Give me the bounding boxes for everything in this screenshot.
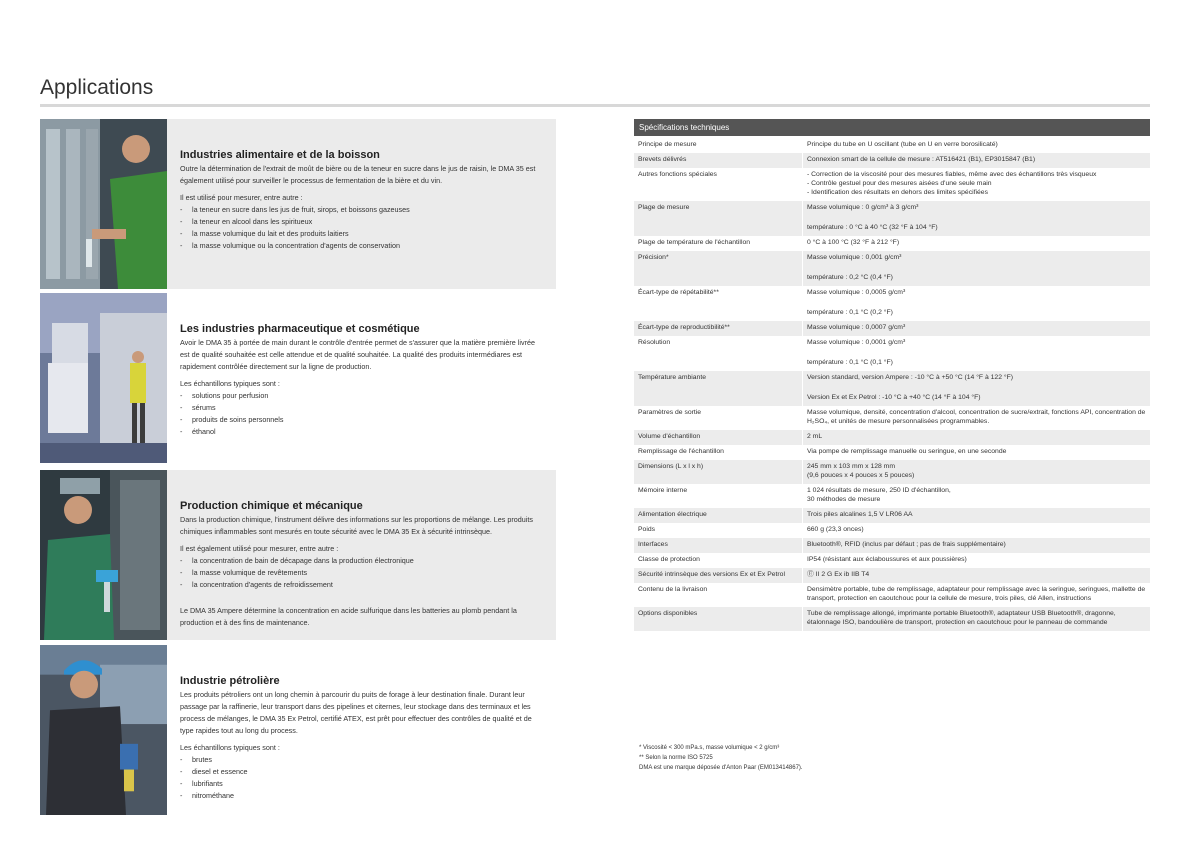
section-paragraph: Avoir le DMA 35 à portée de main durant le contrôle d'entrée permet de s'assurer que la matière première livrée est de qualité souhaitée est celle attendue et de qualité souhaitée. La qualité des produits intermédiares est rapidement contrôlée directement sur la ligne de production. [180, 338, 535, 371]
spec-value-line: Densimètre portable, tube de remplissage, adaptateur pour remplissage avec la seringue, seringues, mallette de transport, protection en caoutchouc pour la cellule de mesure, trois piles, clé Allen, instructions [807, 586, 1146, 602]
table-row [634, 371, 1150, 406]
spec-value-line: Connexion smart de la cellule de mesure : AT516421 (B1), EP3015847 (B1) [807, 156, 1036, 163]
table-row [634, 553, 1150, 568]
table-row [634, 508, 1150, 523]
spec-value [802, 286, 1150, 321]
spec-value [802, 538, 1150, 553]
petroleum-photo [40, 645, 167, 815]
spec-value [802, 201, 1150, 236]
table-row [634, 484, 1150, 508]
section-paragraph: Les produits pétroliers ont un long chemin à parcourir du puits de forage à leur destination finale. Durant leur passage par la raffinerie, leur transport dans des pipelines et citernes, leur stockage dans des terminaux et les process de mélanges, le DMA 35 Ex Petrol, certifié ATEX, est prêt pour effectuer des contrôles de qualité et de type rapides tout au long du process. [180, 690, 532, 735]
section-lead: Les échantillons typiques sont : [180, 379, 280, 388]
spec-value [802, 607, 1150, 631]
spec-value [802, 430, 1150, 445]
table-row [634, 201, 1150, 236]
spec-label: Interfaces [638, 541, 668, 548]
list-item: - brutes [180, 754, 546, 766]
spec-label: Classe de protection [638, 556, 700, 563]
spec-value-line: température : 0 °C à 40 °C (32 °F à 104 °F) [807, 224, 938, 231]
section-food-beverage [40, 119, 556, 289]
spec-value [802, 138, 1150, 153]
bullet-list [180, 754, 546, 802]
list-item: - sérums [180, 402, 546, 414]
spec-value [802, 523, 1150, 538]
pharma-cosmetics-photo [40, 293, 167, 463]
section-lead: Il est utilisé pour mesurer, entre autre : [180, 193, 303, 202]
spec-value [802, 168, 1150, 201]
spec-value [802, 251, 1150, 286]
spec-label: Remplissage de l'échantillon [638, 448, 724, 455]
list-item: - diesel et essence [180, 766, 546, 778]
bullet-list [180, 204, 546, 252]
spec-value-line: 1 024 résultats de mesure, 250 ID d'échantillon, 30 méthodes de mesure [807, 487, 951, 503]
table-row [634, 138, 1150, 153]
table-row [634, 321, 1150, 336]
table-row [634, 430, 1150, 445]
spec-value-line: Masse volumique : 0,0007 g/cm³ [807, 324, 906, 331]
spec-value [802, 583, 1150, 607]
section-lead: Les échantillons typiques sont : [180, 743, 280, 752]
section-pharma-cosmetics [40, 293, 556, 463]
spec-value [802, 460, 1150, 484]
spec-value [802, 371, 1150, 406]
spec-label: Contenu de la livraison [638, 586, 708, 593]
table-row [634, 583, 1150, 607]
footnote: DMA est une marque déposée d'Anton Paar (EM013414867). [639, 765, 803, 771]
spec-value [802, 445, 1150, 460]
spec-label: Écart-type de reproductibilité** [638, 324, 730, 331]
specs-footnotes [639, 743, 803, 773]
spec-value-line: Bluetooth®, RFID (inclus par défaut ; pas de frais supplémentaire) [807, 541, 1006, 548]
spec-value-line: 660 g (23,3 onces) [807, 526, 864, 533]
spec-value-line: Via pompe de remplissage manuelle ou seringue, en une seconde [807, 448, 1007, 455]
spec-value-line: 245 mm x 103 mm x 128 mm (9,6 pouces x 4 pouces x 5 pouces) [807, 463, 915, 479]
spec-value [802, 336, 1150, 371]
section-paragraph: Outre la détermination de l'extrait de moût de bière ou de la teneur en sucre dans le jus de raisin, le DMA 35 est également utilisé pour surveiller le processus de fermentation de la bière et du vin. [180, 164, 536, 185]
section-title: Production chimique et mécanique [180, 500, 363, 512]
spec-label: Plage de température de l'échantillon [638, 239, 751, 246]
table-row [634, 286, 1150, 321]
list-item: - produits de soins personnels [180, 414, 546, 426]
spec-value [802, 508, 1150, 523]
spec-label: Mémoire interne [638, 487, 688, 494]
spec-value [802, 153, 1150, 168]
spec-value-line: IP54 (résistant aux éclaboussures et aux poussières) [807, 556, 967, 563]
table-row [634, 445, 1150, 460]
section-petroleum [40, 645, 556, 815]
spec-value [802, 568, 1150, 583]
spec-value-line: température : 0,2 °C (0,4 °F) [807, 274, 893, 281]
table-row [634, 523, 1150, 538]
list-item: - la concentration d'agents de refroidissement [180, 579, 546, 591]
table-row [634, 460, 1150, 484]
spec-value-line: 0 °C à 100 °C (32 °F à 212 °F) [807, 239, 900, 246]
list-item: - la concentration de bain de décapage dans la production électronique [180, 555, 546, 567]
table-row [634, 336, 1150, 371]
table-row [634, 236, 1150, 251]
bullet-list [180, 390, 546, 438]
section-title: Industries alimentaire et de la boisson [180, 149, 380, 161]
title-divider [40, 104, 1150, 107]
spec-label: Principe de mesure [638, 141, 697, 148]
spec-value-line: Trois piles alcalines 1,5 V LR06 AA [807, 511, 913, 518]
list-item: - nitrométhane [180, 790, 546, 802]
spec-label: Autres fonctions spéciales [638, 171, 717, 178]
spec-label: Plage de mesure [638, 204, 690, 211]
spec-value [802, 236, 1150, 251]
spec-value-line: Ⓔ II 2 G Ex ib IIB T4 [807, 571, 870, 578]
spec-value-line: température : 0,1 °C (0,2 °F) [807, 309, 893, 316]
spec-label: Sécurité intrinsèque des versions Ex et Ex Petrol [638, 571, 785, 578]
chemical-mechanical-photo [40, 470, 167, 640]
table-row [634, 168, 1150, 201]
specs-header: Spécifications techniques [634, 119, 1150, 136]
spec-value-line: Masse volumique : 0,001 g/cm³ [807, 254, 902, 261]
spec-label: Paramètres de sortie [638, 409, 702, 416]
spec-label: Température ambiante [638, 374, 707, 381]
spec-value-line: Masse volumique : 0 g/cm³ à 3 g/cm³ [807, 204, 919, 211]
spec-value-line: Masse volumique : 0,0001 g/cm³ [807, 339, 906, 346]
list-item: - la teneur en sucre dans les jus de fruit, sirops, et boissons gazeuses [180, 204, 546, 216]
table-row [634, 607, 1150, 631]
footnote: * Viscosité < 300 mPa.s, masse volumique < 2 g/cm³ [639, 745, 780, 751]
table-row [634, 568, 1150, 583]
spec-value-line: Tube de remplissage allongé, imprimante portable Bluetooth®, adaptateur USB Bluetooth®, dragonne, étalonnage ISO, bandoulière de transport, protection en caoutchouc pour le panneau de commande [807, 610, 1116, 626]
list-item: - la masse volumique de revêtements [180, 567, 546, 579]
section-chemical-mechanical [40, 470, 556, 640]
spec-value-line: 2 mL [807, 433, 823, 440]
spec-label: Résolution [638, 339, 671, 346]
page-title: Applications [40, 76, 154, 99]
section-title: Les industries pharmaceutique et cosmétique [180, 323, 420, 335]
spec-value-line: température : 0,1 °C (0,1 °F) [807, 359, 893, 366]
spec-value-line: Masse volumique : 0,0005 g/cm³ [807, 289, 906, 296]
list-item: - lubrifiants [180, 778, 546, 790]
spec-value [802, 484, 1150, 508]
table-row [634, 153, 1150, 168]
food-beverage-photo [40, 119, 167, 289]
table-row [634, 406, 1150, 430]
spec-label: Brevets délivrés [638, 156, 687, 163]
spec-value [802, 321, 1150, 336]
specs-table [634, 138, 1150, 631]
spec-value-line: Principe du tube en U oscillant (tube en U en verre borosilicaté) [807, 141, 998, 148]
list-item: - éthanol [180, 426, 546, 438]
list-item: - solutions pour perfusion [180, 390, 546, 402]
section-lead: Il est également utilisé pour mesurer, entre autre : [180, 544, 339, 553]
bullet-list [180, 555, 546, 591]
spec-label: Alimentation électrique [638, 511, 707, 518]
spec-value-line: Masse volumique, densité, concentration d'alcool, concentration de sucre/extrait, fonctions API, concentration de H₂SO₄, et unités de mesure personnalisées programmables. [807, 409, 1146, 425]
spec-label: Poids [638, 526, 656, 533]
spec-label: Précision* [638, 254, 669, 261]
footnote: ** Selon la norme ISO 5725 [639, 755, 713, 761]
spec-label: Écart-type de répétabilité** [638, 289, 719, 296]
section-title: Industrie pétrolière [180, 675, 280, 687]
spec-value [802, 553, 1150, 568]
spec-label: Dimensions (L x l x h) [638, 463, 704, 470]
list-item: - la masse volumique du lait et des produits laitiers [180, 228, 546, 240]
spec-label: Volume d'échantillon [638, 433, 701, 440]
spec-label: Options disponibles [638, 610, 698, 617]
list-item: - la masse volumique ou la concentration d'agents de conservation [180, 240, 546, 252]
spec-value [802, 406, 1150, 430]
section-closing: Le DMA 35 Ampere détermine la concentration en acide sulfurique dans les batteries au plomb pendant la production et à des fins de maintenance. [180, 606, 517, 627]
spec-value-line: - Correction de la viscosité pour des mesures fiables, même avec des échantillons très visqueux - Contrôle gestuel pour des mesures aisées d'une seule main - Identification des résultats en dehors des limites spécifiées [807, 171, 1097, 196]
table-row [634, 538, 1150, 553]
table-row [634, 251, 1150, 286]
spec-value-line: Version standard, version Ampere : -10 °C à +50 °C (14 °F à 122 °F) [807, 374, 1014, 381]
list-item: - la teneur en alcool dans les spiritueux [180, 216, 546, 228]
spec-value-line: Version Ex et Ex Petrol : -10 °C à +40 °C (14 °F à 104 °F) [807, 394, 981, 401]
section-paragraph: Dans la production chimique, l'instrument délivre des informations sur les proportions de mélange. Les produits chimiques inflammables sont mesurés en toute sécurité avec le DMA 35 Ex à sécurité intrinsèque. [180, 515, 533, 536]
